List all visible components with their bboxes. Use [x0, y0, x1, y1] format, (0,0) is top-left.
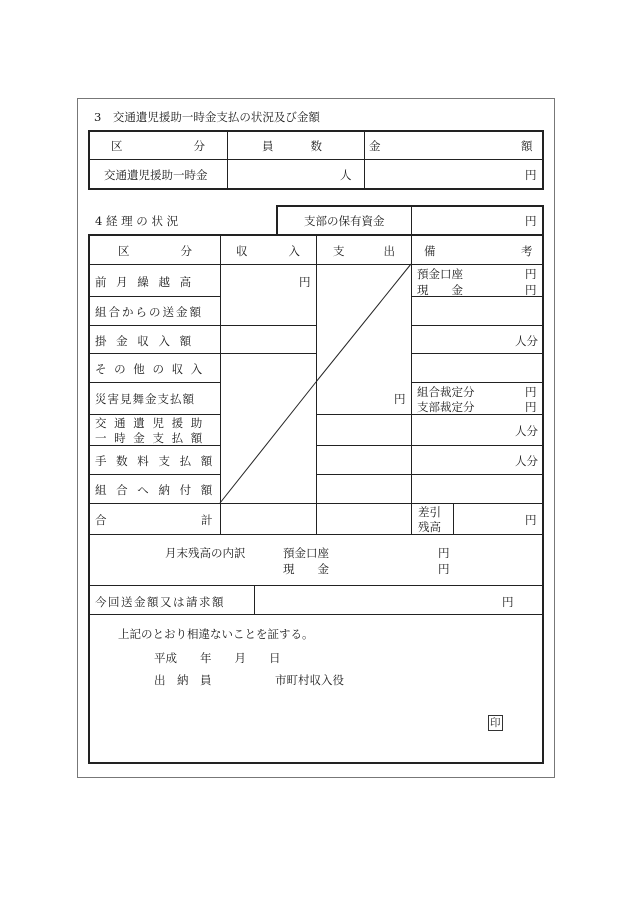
hoyu-unit: 円: [525, 214, 537, 228]
row-label-zengetsu: 前 月 繰 越 高: [95, 275, 195, 289]
note-genkin: 現 金: [417, 283, 463, 297]
section3-header-gaku: 額: [521, 139, 533, 153]
unit-r5-shishutsu: 円: [394, 392, 406, 406]
unit-r3-biko: 人分: [515, 334, 538, 348]
section3-title: 3 交通遺児援助一時金支払の状況及び金額: [94, 110, 320, 124]
row-label-koutsu-2: 一 時 金 支 払 額: [95, 431, 205, 445]
note-yen-3: 円: [525, 385, 537, 399]
hoyu-label: 支部の保有資金: [304, 214, 385, 228]
note-kumiai-saitei: 組合裁定分: [417, 385, 475, 399]
section3-unit-yen: 円: [525, 168, 537, 182]
section4-header-kubun: 区 分: [118, 244, 192, 258]
cert-suitoin: 出 納 員: [154, 673, 212, 687]
cert-statement: 上記のとおり相違ないことを証する。: [118, 627, 314, 641]
row-label-noufu: 組 合 へ 納 付 額: [95, 483, 216, 497]
row-label-tesuryo: 手 数 料 支 払 額: [95, 454, 216, 468]
note-sashihiki-1: 差引: [418, 505, 441, 519]
request-unit: 円: [502, 595, 514, 609]
row-label-kakekin: 掛 金 収 入 額: [95, 334, 195, 348]
unit-r7-biko: 人分: [515, 454, 538, 468]
row-label-saigai: 災害見舞金支払額: [95, 392, 195, 406]
note-yen-2: 円: [525, 283, 537, 297]
row-label-sonota: そ の 他 の 収 入: [95, 362, 205, 376]
unit-r9-biko: 円: [525, 513, 537, 527]
row-label-gokei-2: 計: [201, 513, 213, 527]
section3-unit-person: 人: [340, 168, 352, 182]
note-sashihiki-2: 残高: [418, 520, 441, 534]
unit-r1-shunyu: 円: [299, 275, 311, 289]
section3-header-kin: 金: [369, 139, 381, 153]
row-label-gokei-1: 合: [95, 513, 107, 527]
row-label-koutsu-1: 交 通 遺 児 援 助: [95, 416, 205, 430]
note-yen-4: 円: [525, 400, 537, 414]
section3-header-kubun: 区 分: [111, 139, 205, 153]
cert-shucho: 市町村収入役: [275, 673, 344, 687]
monthend-yen-1: 円: [438, 546, 450, 560]
section4-title: 4 経 理 の 状 況: [95, 214, 179, 228]
section4-header-biko-1: 備: [424, 244, 436, 258]
section3-header-insu: 員 数: [262, 139, 322, 153]
section3-row-label: 交通遺児援助一時金: [104, 168, 208, 182]
monthend-yokin: 預金口座: [283, 546, 329, 560]
section4-header-shunyu: 収 入: [236, 244, 300, 258]
request-label: 今回送金額又は請求額: [95, 595, 225, 609]
note-shibu-saitei: 支部裁定分: [417, 400, 475, 414]
unit-r6-biko: 人分: [515, 424, 538, 438]
section4-header-shishutsu: 支 出: [333, 244, 395, 258]
cert-date: 平成 年 月 日: [154, 651, 281, 665]
seal-mark: 印: [490, 717, 501, 729]
section4-header-biko-2: 考: [521, 244, 533, 258]
note-yen-1: 円: [525, 267, 537, 281]
row-label-soukin: 組合からの送金額: [95, 305, 203, 319]
monthend-label: 月末残高の内訳: [165, 546, 246, 560]
note-yokin: 預金口座: [417, 267, 463, 281]
monthend-yen-2: 円: [438, 562, 450, 576]
monthend-genkin: 現 金: [283, 562, 329, 576]
